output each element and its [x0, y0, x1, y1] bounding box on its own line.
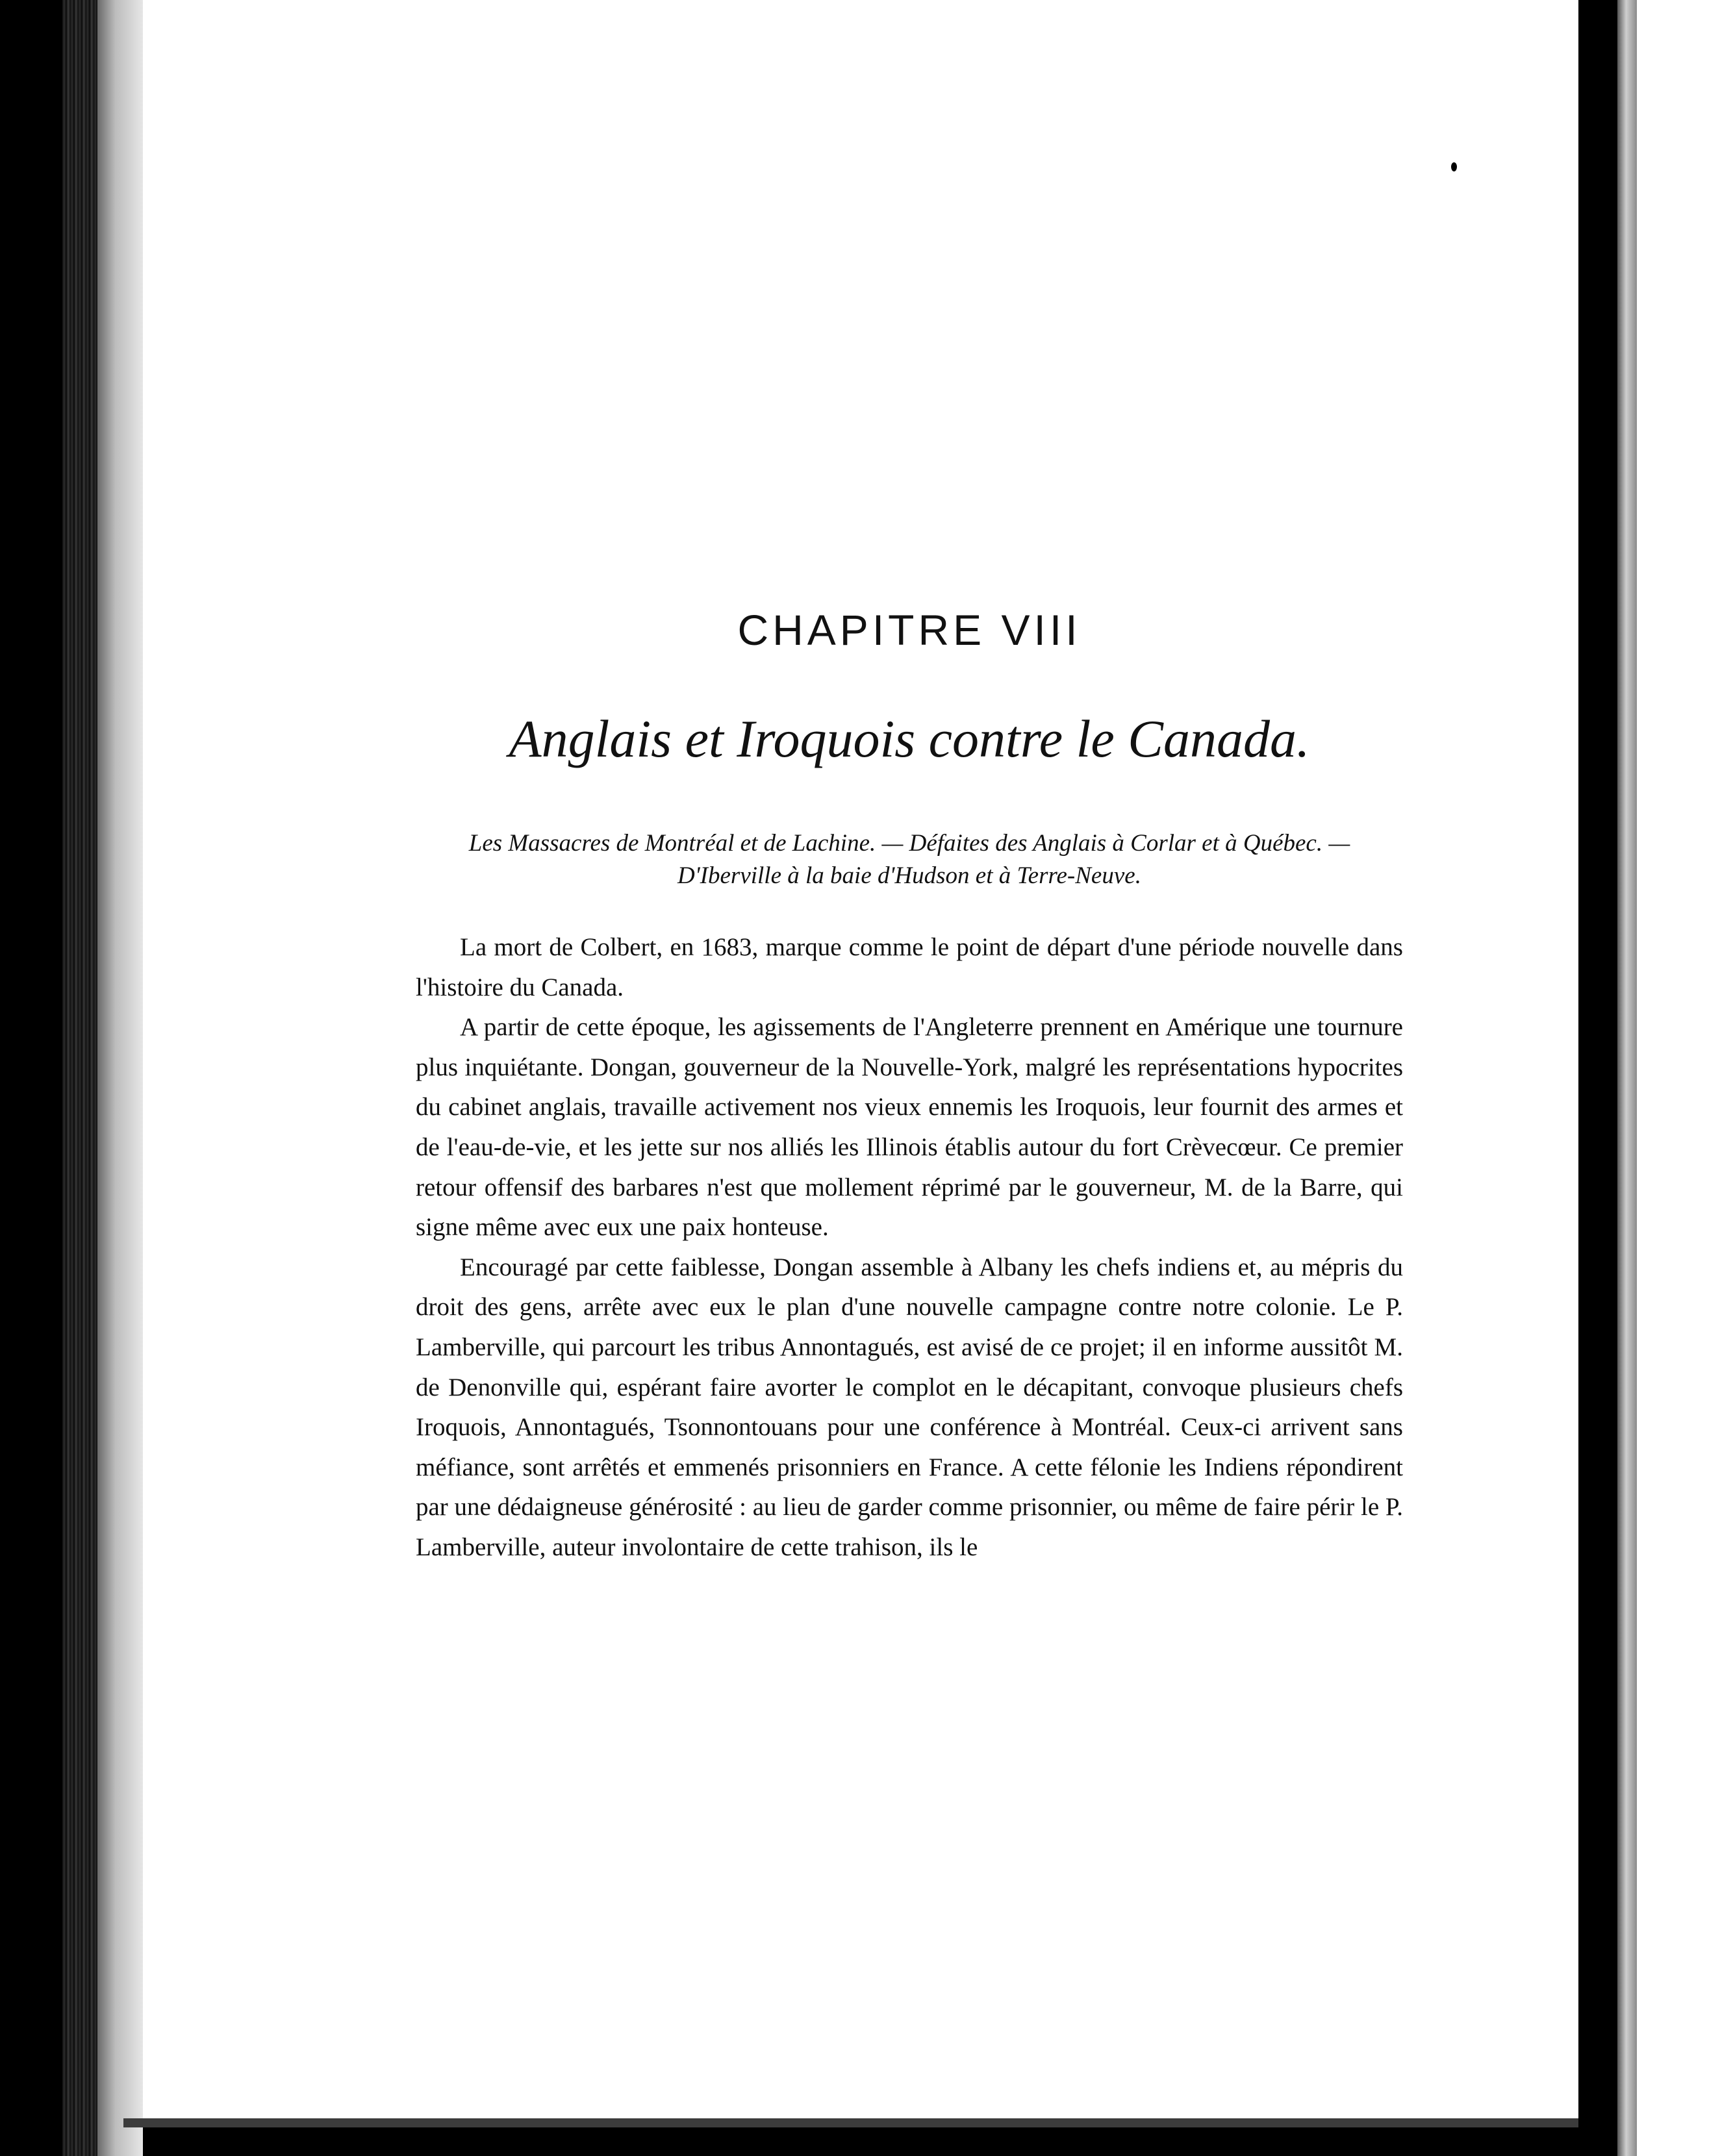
right-next-page-edge [1637, 0, 1733, 2156]
chapter-summary: Les Massacres de Montréal et de Lachine. — Défaites des Anglais à Corlar et à Québec. — D'Iberville à la baie d'Hudson et à Terre-Neuve. [468, 830, 1350, 889]
chapter-title: Anglais et Iroquois contre le Canada. [509, 709, 1310, 768]
body-text [416, 927, 1403, 1568]
ink-speck [1451, 162, 1457, 171]
page-bottom-edge [123, 2118, 1591, 2127]
chapter-number: CHAPITRE VIII [737, 606, 1082, 654]
left-page-gutter [97, 0, 143, 2156]
right-page-fold [1617, 0, 1637, 2156]
paragraph: A partir de cette époque, les agissements de l'Angleterre prennent en Amérique une tournure plus inquiétante. Dongan, gouverneur de la Nouvelle-York, malgré les représentations hypocrites du cabinet anglais, travaille activement nos vieux ennemis les Iroquois, leur fournit des armes et de l'eau-de-vie, et les jette sur nos alliés les Illinois établis autour du fort Crèvecœur. Ce premier retour offensif des barbares n'est que mollement réprimé par le gouverneur, M. de la Barre, qui signe même avec eux une paix honteuse. [416, 1013, 1403, 1242]
page-content [416, 604, 1403, 1568]
paragraph: La mort de Colbert, en 1683, marque comme le point de départ d'une période nouvelle dans l'histoire du Canada. [416, 933, 1403, 1001]
paragraph: Encouragé par cette faiblesse, Dongan assemble à Albany les chefs indiens et, au mépris du droit des gens, arrête avec eux le plan d'une nouvelle campagne contre notre colonie. Le P. Lamberville, qui parcourt les tribus Annontagués, est avisé de ce projet; il en informe aussitôt M. de Denonville qui, espérant faire avorter le complot en le décapitant, convoque plusieurs chefs Iroquois, Annontagués, Tsonnontouans pour une conférence à Montréal. Ceux-ci arrivent sans méfiance, sont arrêtés et emmenés prisonniers en France. A cette félonie les Indiens répondirent par une dédaigneuse générosité : au lieu de garder comme prisonnier, ou même de faire périr le P. Lamberville, auteur involontaire de cette trahison, ils le [416, 1253, 1403, 1561]
